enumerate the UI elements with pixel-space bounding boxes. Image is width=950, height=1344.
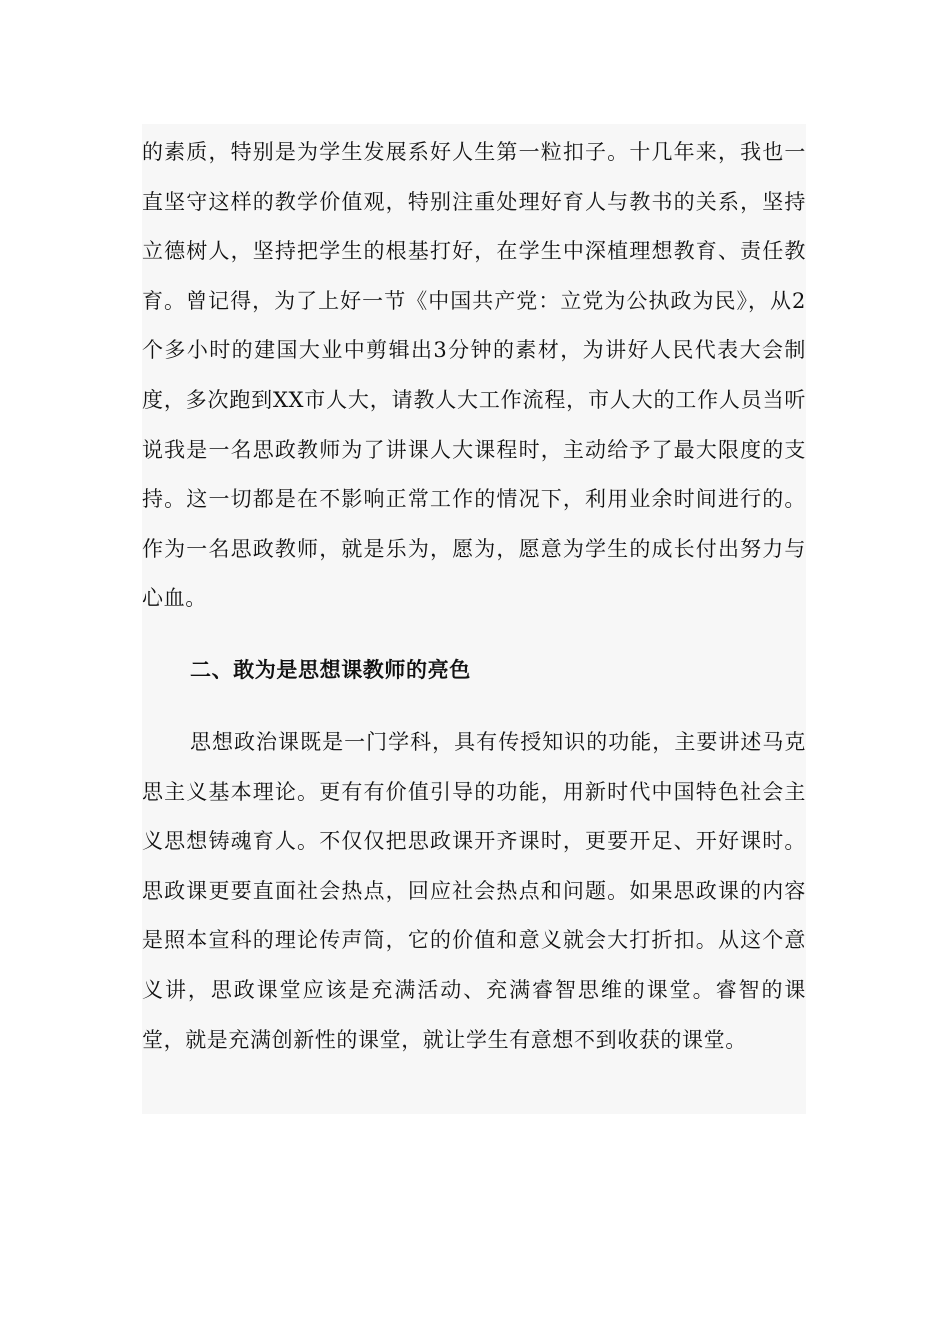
body-paragraph-2: 思想政治课既是一门学科，具有传授知识的功能，主要讲述马克思主义基本理论。更有有价值引导的功能，用新时代中国特色社会主义思想铸魂育人。不仅仅把思政课开齐课时，更要开足、开好课时。思政课更要直面社会热点，回应社会热点和问题。如果思政课的内容是照本宣科的理论传声筒，它的价值和意义就会大打折扣。从这个意义讲，思政课堂应该是充满活动、充满睿智思维的课堂。睿智的课堂，就是充满创新性的课堂，就让学生有意想不到收获的课堂。 (142, 730, 806, 1052)
body-paragraph-1: 的素质，特别是为学生发展系好人生第一粒扣子。十几年来，我也一直坚守这样的教学价值观，特别注重处理好育人与教书的关系，坚持立德树人，坚持把学生的根基打好，在学生中深植理想教育、责任教育。曾记得，为了上好一节《中国共产党：立党为公执政为民》，从2个多小时的建国大业中剪辑出3分钟的素材，为讲好人民代表大会制度，多次跑到XX市人大，请教人大工作流程，市人大的工作人员当听说我是一名思政教师为了讲课人大课程时，主动给予了最大限度的支持。这一切都是在不影响正常工作的情况下，利用业余时间进行的。作为一名思政教师，就是乐为，愿为，愿意为学生的成长付出努力与心血。 (142, 140, 806, 611)
section-heading-2: 二、敢为是思想课教师的亮色 (190, 657, 471, 682)
